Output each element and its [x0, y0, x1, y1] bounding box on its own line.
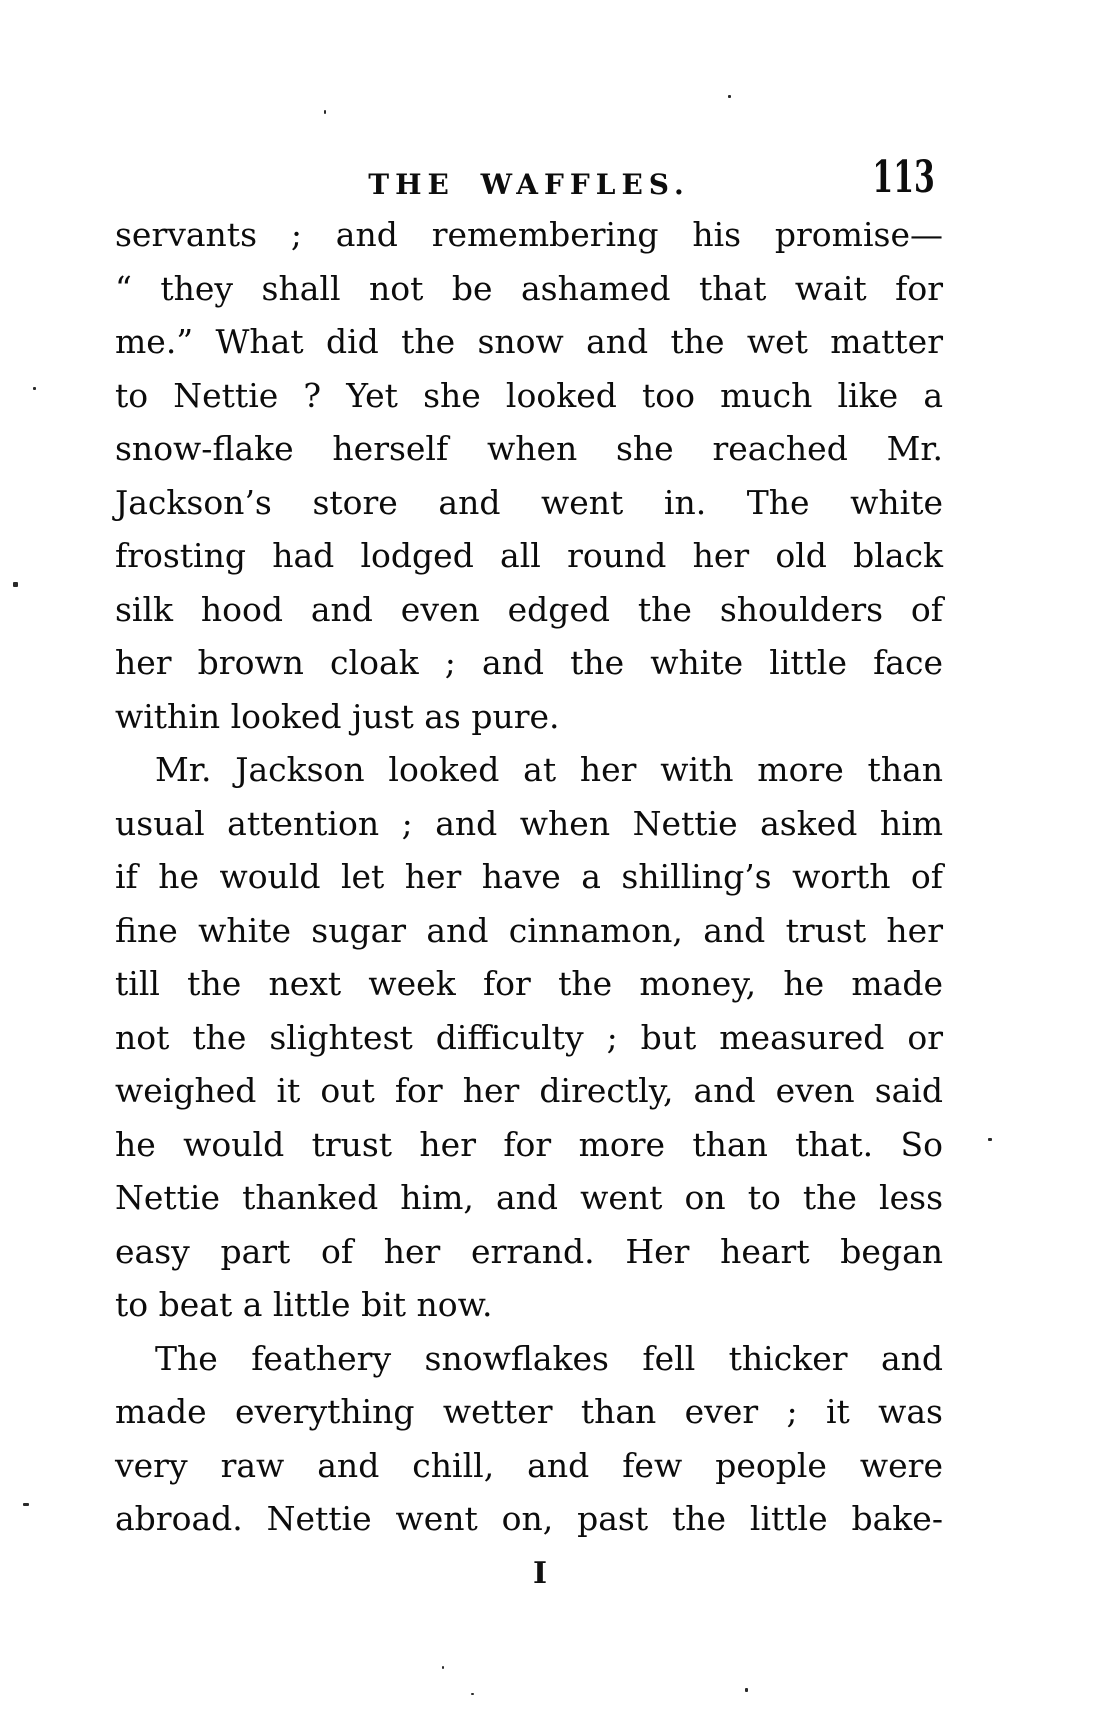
text-line: to Nettie ? Yet she looked too much like a — [115, 375, 943, 415]
text-line: weighed it out for her directly, and even said — [115, 1071, 943, 1110]
text-line: Jackson’s store and went in. The white — [115, 482, 943, 522]
scan-speck — [728, 95, 731, 98]
text-line: frosting had lodged all round her old black — [115, 536, 943, 575]
text-line: servants ; and remembering his promise— — [115, 215, 943, 254]
scan-speck — [988, 1138, 992, 1141]
running-header — [115, 152, 943, 208]
text-line: abroad. Nettie went on, past the little bake- — [115, 1499, 943, 1538]
text-line: usual attention ; and when Nettie asked him — [115, 803, 943, 843]
text-line: “ they shall not be ashamed that wait for — [115, 268, 943, 308]
text-line: within looked just as pure. — [115, 696, 560, 736]
chapter-title: THE WAFFLES. — [368, 168, 690, 201]
scan-speck — [442, 1666, 444, 1669]
text-line: fine white sugar and cinnamon, and trust her — [115, 910, 943, 950]
text-block — [115, 208, 943, 1546]
scan-speck — [324, 110, 326, 114]
text-line: till the next week for the money, he made — [115, 964, 943, 1003]
signature-mark: I — [532, 1556, 548, 1591]
scan-speck — [13, 582, 18, 587]
text-line: silk hood and even edged the shoulders of — [115, 589, 943, 629]
text-line: me.” What did the snow and the wet matter — [115, 322, 943, 361]
text-line: Nettie thanked him, and went on to the less — [115, 1178, 943, 1217]
text-line: not the slightest difficulty ; but measured or — [115, 1017, 943, 1057]
text-line: if he would let her have a shilling’s worth of — [115, 857, 943, 896]
text-line: made everything wetter than ever ; it was — [115, 1392, 943, 1431]
page-number: 113 — [872, 152, 935, 203]
text-line: very raw and chill, and few people were — [115, 1445, 943, 1485]
text-line: The feathery snowflakes fell thicker and — [155, 1338, 943, 1378]
text-line: easy part of her errand. Her heart began — [115, 1231, 943, 1271]
scan-speck — [33, 387, 36, 390]
text-line: her brown cloak ; and the white little face — [115, 643, 943, 682]
text-line: snow-flake herself when she reached Mr. — [115, 429, 943, 468]
text-line: he would trust her for more than that. So — [115, 1124, 943, 1164]
scan-speck — [745, 1688, 748, 1692]
text-line: Mr. Jackson looked at her with more than — [155, 750, 943, 789]
scan-speck — [471, 1693, 474, 1695]
scan-speck — [23, 1503, 29, 1506]
text-line: to beat a little bit now. — [115, 1285, 493, 1324]
